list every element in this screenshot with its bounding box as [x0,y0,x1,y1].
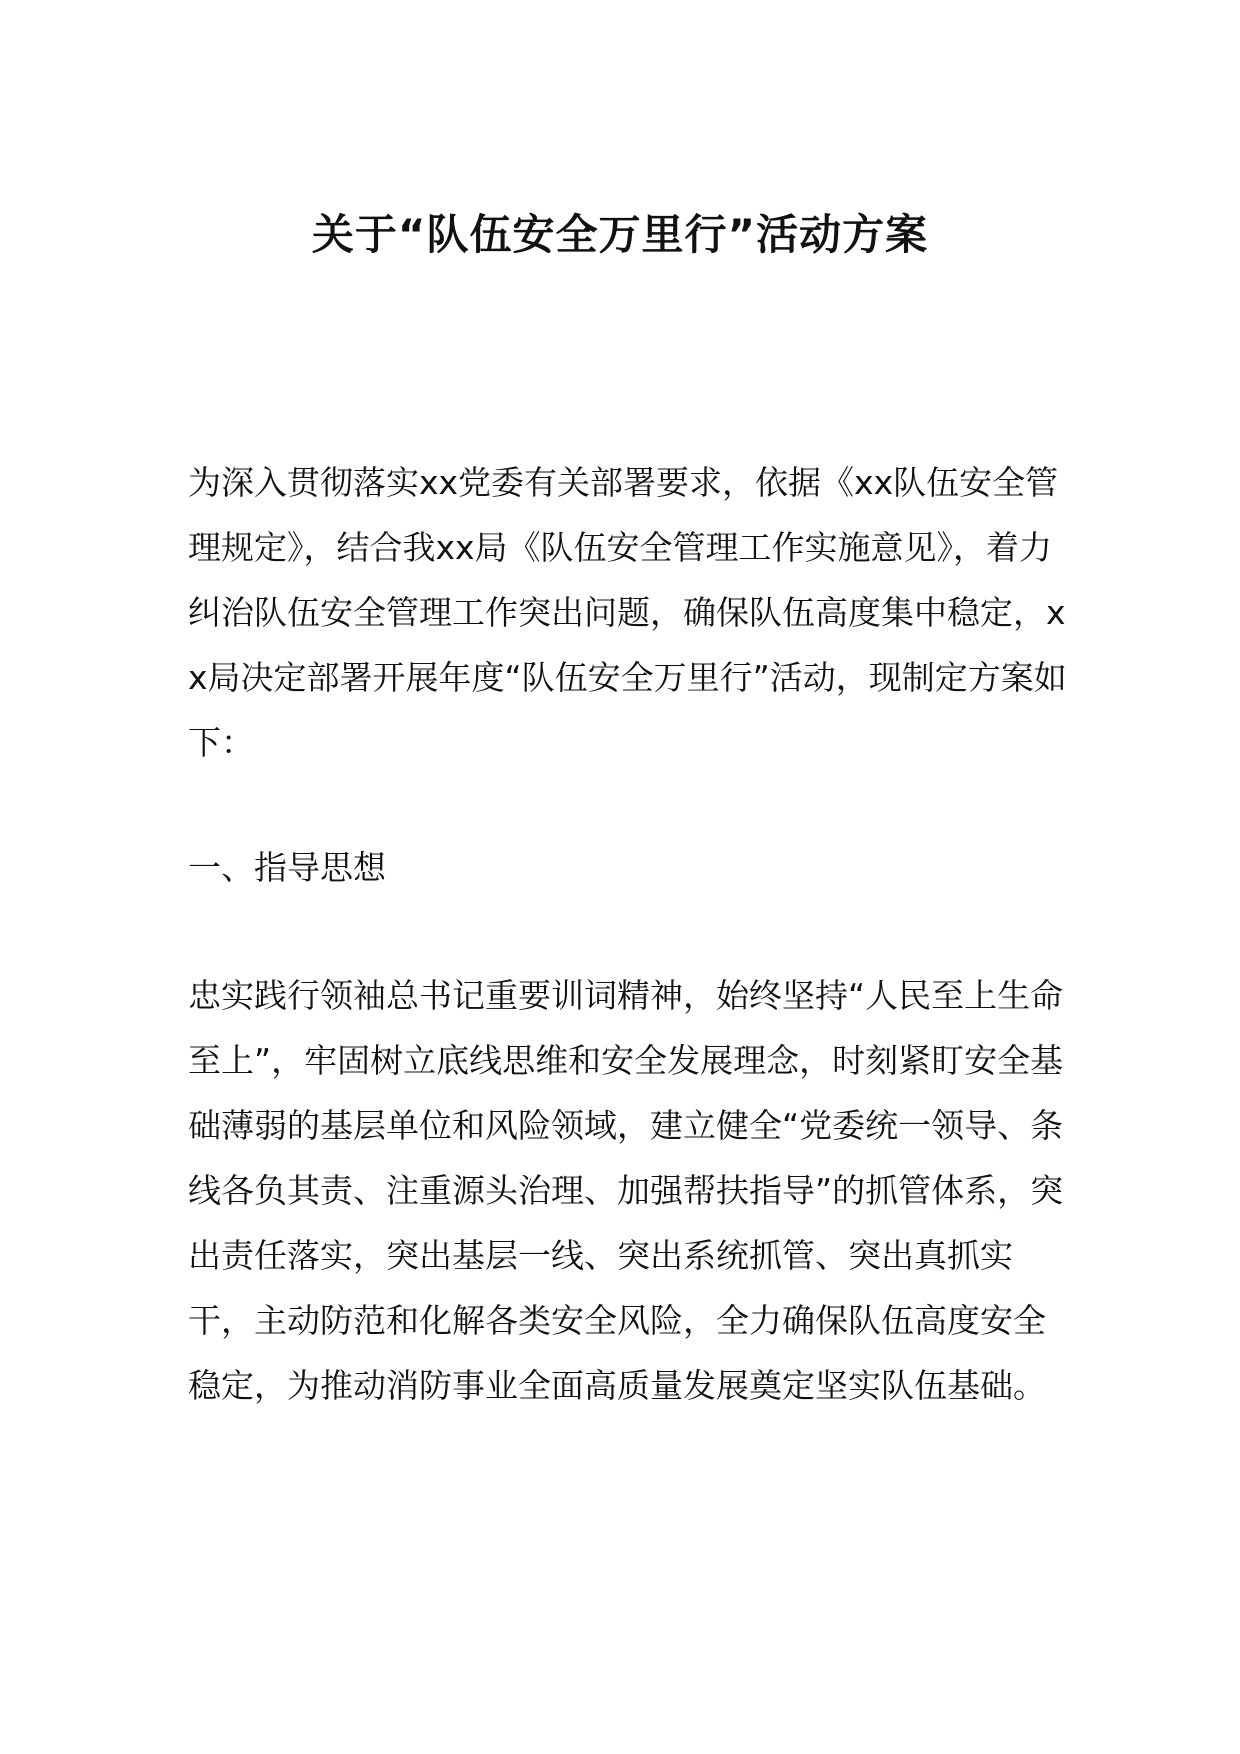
section-heading-guiding-ideology: 一、指导思想 [188,848,386,887]
intro-paragraph: 为深入贯彻落实xx党委有关部署要求，依据《xx队伍安全管理规定》，结合我xx局《队伍安全管理工作实施意见》，着力纠治队伍安全管理工作突出问题，确保队伍高度集中稳定，xx局决定部署开展年度“队伍安全万里行”活动，现制定方案如下： [188,463,1067,762]
section-paragraph-guiding-ideology: 忠实践行领袖总书记重要训词精神，始终坚持“人民至上生命至上”，牢固树立底线思维和安全发展理念，时刻紧盯安全基础薄弱的基层单位和风险领域，建立健全“党委统一领导、条线各负其责、注重源头治理、加强帮扶指导”的抓管体系，突出责任落实，突出基层一线、突出系统抓管、突出真抓实干，主动防范和化解各类安全风险，全力确保队伍高度安全稳定，为推动消防事业全面高质量发展奠定坚实队伍基础。 [188,976,1064,1405]
document-title: 关于“队伍安全万里行”活动方案 [311,210,929,259]
